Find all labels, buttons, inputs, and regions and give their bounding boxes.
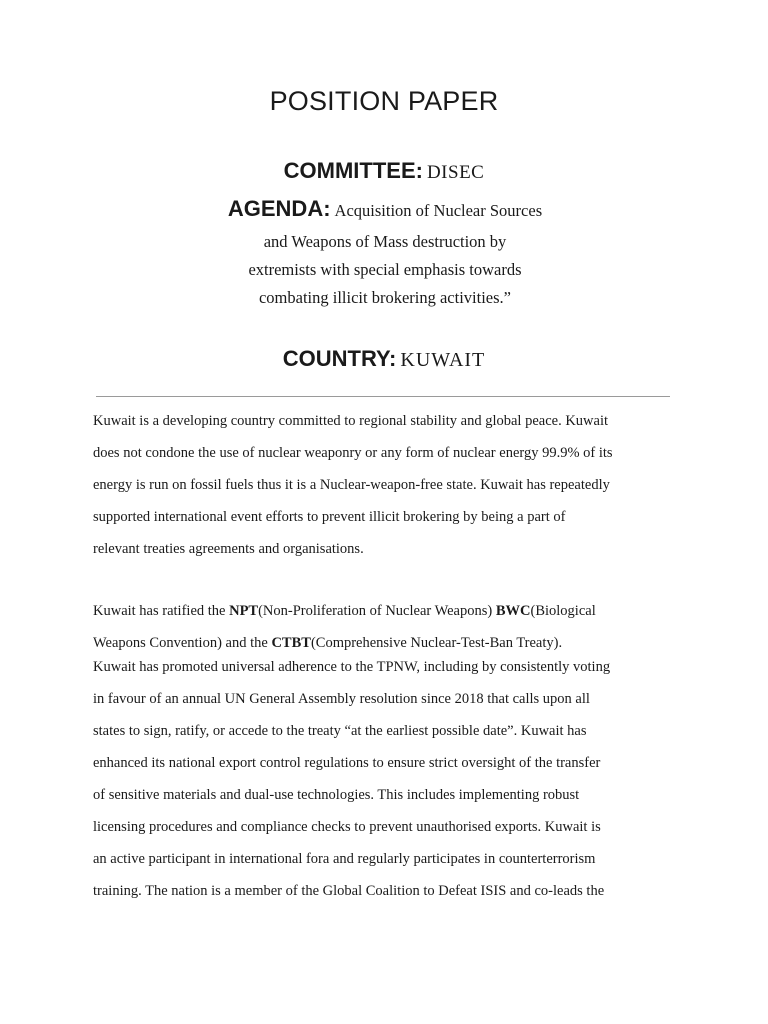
document-body [93,405,683,907]
country-value: KUWAIT [400,349,486,371]
text-line: relevant treaties agreements and organisations. [93,541,364,557]
ctbt-abbr: CTBT [271,635,311,651]
text-line: Kuwait has ratified the NPT(Non-Proliferation of Nuclear Weapons) BWC(Biological [93,603,596,619]
text-line: does not condone the use of nuclear weaponry or any form of nuclear energy 99.9% of its [93,445,613,461]
paragraph-gap [93,565,683,595]
agenda-line: and Weapons of Mass destruction by [263,232,507,251]
agenda-label: AGENDA: [227,196,331,221]
text-line: energy is run on fossil fuels thus it is a Nuclear-weapon-free state. Kuwait has repeatedly [93,477,610,493]
agenda-line: Acquisition of Nuclear Sources [334,201,543,220]
committee-value: DISEC [426,162,485,183]
committee-line [0,158,768,184]
text-line: of sensitive materials and dual-use technologies. This includes implementing robust [93,787,580,803]
agenda-line: extremists with special emphasis towards [248,260,522,279]
text-line: in favour of an annual UN General Assembly resolution since 2018 that calls upon all [93,691,590,707]
paragraph-tpnw [93,651,683,907]
document-title: POSITION PAPER [269,86,499,116]
country-label: COUNTRY: [282,346,397,371]
text-line: licensing procedures and compliance checks to prevent unauthorised exports. Kuwait is [93,819,601,835]
agenda-line: combating illicit brokering activities.” [258,288,511,307]
text-line: training. The nation is a member of the Global Coalition to Defeat ISIS and co-leads the [93,883,605,899]
paragraph-intro [93,405,683,565]
text-line: supported international event efforts to prevent illicit brokering by being a part of [93,509,566,525]
text-line: Kuwait has promoted universal adherence to the TPNW, including by consistently voting [93,659,611,675]
npt-abbr: NPT [229,603,259,619]
text-line: states to sign, ratify, or accede to the treaty “at the earliest possible date”. Kuwait has [93,723,587,739]
bwc-abbr: BWC [495,603,531,619]
text-line: Weapons Convention) and the CTBT(Comprehensive Nuclear-Test-Ban Treaty). [93,635,563,651]
text-line: Kuwait is a developing country committed to regional stability and global peace. Kuwait [93,413,609,429]
text-line: an active participant in international fora and regularly participates in counterterrorism [93,851,596,867]
country-line [0,346,768,372]
text-line: enhanced its national export control regulations to ensure strict oversight of the transfer [93,755,601,771]
section-divider [96,396,670,397]
paragraph-treaties [93,595,683,659]
agenda-block [190,195,580,312]
committee-label: COMMITTEE: [283,158,423,183]
